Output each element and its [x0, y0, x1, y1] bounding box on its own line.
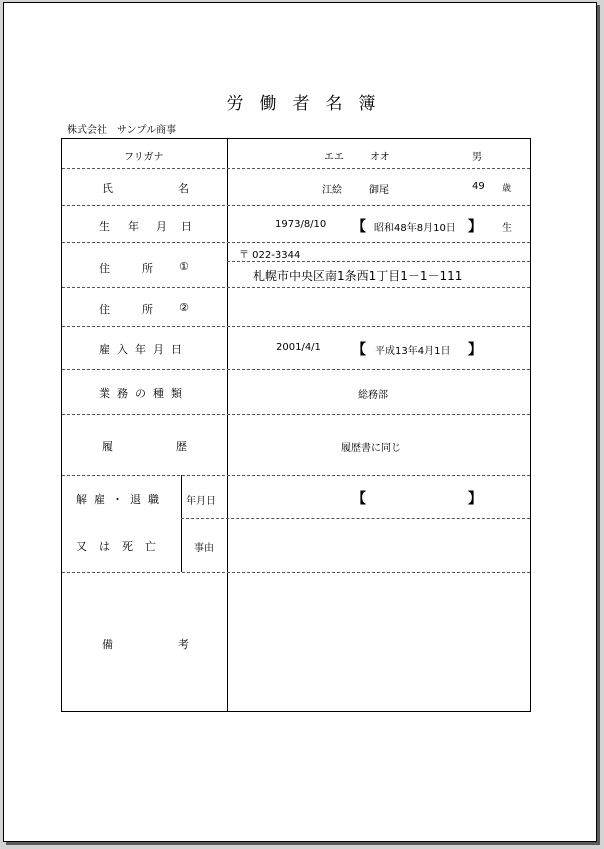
history-label-2: 歴: [176, 440, 187, 453]
dismissal-label-2: 又は死亡: [76, 540, 168, 553]
register-table: [61, 138, 531, 712]
job-type: 総務部: [358, 390, 388, 401]
hire-wareki: 平成13年4月1日: [375, 346, 451, 357]
history: 履歴書に同じ: [341, 443, 401, 454]
sub-column-divider: [181, 475, 182, 572]
address: 札幌市中央区南1条西1丁目1－1－111: [253, 269, 463, 283]
name-label-2: 名: [178, 182, 189, 195]
hire-bracket-open: 【: [352, 342, 366, 358]
history-label-1: 履: [102, 440, 113, 453]
furigana-last: エエ: [324, 152, 344, 163]
gender: 男: [472, 152, 482, 163]
document-title: 労働者名簿: [226, 94, 392, 114]
address1-label-1: 住: [99, 262, 110, 275]
address2-label-3: ②: [179, 301, 189, 314]
last-name: 江絵: [322, 185, 342, 196]
dismissal-bracket-open: 【: [352, 491, 366, 507]
dismissal-bracket-close: 】: [468, 491, 482, 507]
address2-label-2: 所: [142, 303, 153, 316]
hire-date: 2001/4/1: [276, 342, 321, 353]
furigana-label: フリガナ: [124, 152, 164, 163]
column-divider: [227, 139, 228, 711]
age: 49: [472, 181, 485, 192]
birth-bracket-close: 】: [468, 219, 482, 235]
remarks-label-2: 考: [178, 638, 189, 651]
reason-sub-label: 事由: [194, 543, 214, 554]
postal-code: 〒 022-3344: [239, 250, 301, 261]
dismissal-label-1: 解雇・退職: [76, 493, 166, 506]
address2-label-1: 住: [99, 303, 110, 316]
birth-label-1: 生: [99, 220, 110, 233]
birth-date: 1973/8/10: [275, 219, 327, 230]
birth-label-4: 日: [181, 220, 192, 233]
first-name: 御尾: [369, 185, 389, 196]
birth-label-3: 月: [156, 220, 167, 233]
remarks-label-1: 備: [102, 638, 113, 651]
birth-label-2: 年: [128, 220, 139, 233]
birth-bracket-open: 【: [352, 219, 366, 235]
age-unit: 歳: [502, 184, 512, 194]
date-sub-label: 年月日: [186, 496, 216, 507]
name-label-1: 氏: [102, 182, 113, 195]
hire-date-label: 雇入年月日: [99, 343, 189, 356]
hire-bracket-close: 】: [468, 342, 482, 358]
job-type-label: 業務の種類: [99, 387, 189, 400]
birth-wareki: 昭和48年8月10日: [374, 223, 456, 234]
company-name: 株式会社 サンプル商事: [67, 125, 177, 136]
furigana-first: オオ: [370, 152, 390, 163]
birth-suffix: 生: [502, 223, 512, 234]
address1-label-2: 所: [142, 262, 153, 275]
address1-label-3: ①: [179, 260, 189, 273]
